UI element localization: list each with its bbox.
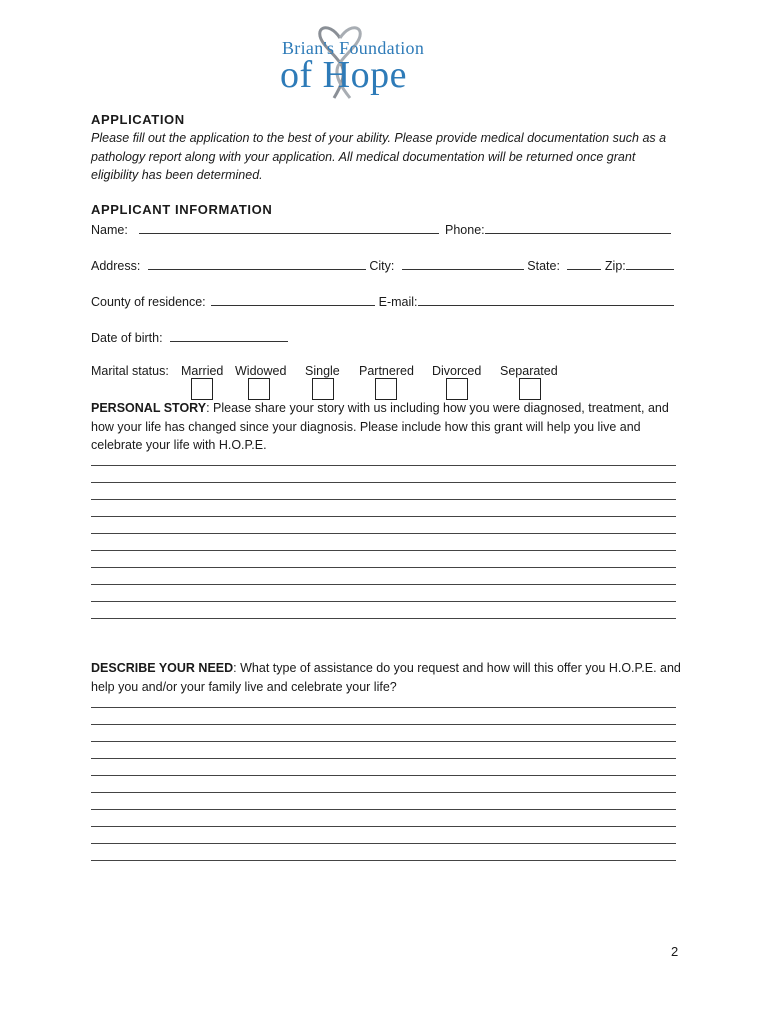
- writing-line[interactable]: [91, 601, 676, 602]
- writing-line[interactable]: [91, 550, 676, 551]
- phone-field: [445, 220, 671, 237]
- checkbox-divorced[interactable]: [446, 378, 468, 400]
- application-heading: APPLICATION: [91, 112, 185, 127]
- email-input-line[interactable]: [418, 292, 674, 306]
- phone-input-line[interactable]: [485, 220, 671, 234]
- marital-status-label: Marital status:: [91, 364, 169, 378]
- writing-line[interactable]: [91, 809, 676, 810]
- zip-input-line[interactable]: [626, 256, 674, 270]
- writing-line[interactable]: [91, 516, 676, 517]
- checkbox-partnered[interactable]: [375, 378, 397, 400]
- marital-option-widowed: Widowed: [235, 364, 287, 378]
- checkbox-separated[interactable]: [519, 378, 541, 400]
- writing-line[interactable]: [91, 758, 676, 759]
- state-input-line[interactable]: [567, 256, 601, 270]
- writing-line[interactable]: [91, 792, 676, 793]
- applicant-info-heading: APPLICANT INFORMATION: [91, 202, 273, 217]
- marital-option-partnered: Partnered: [359, 364, 414, 378]
- name-field: [91, 220, 439, 237]
- writing-line[interactable]: [91, 584, 676, 585]
- writing-line[interactable]: [91, 465, 676, 466]
- county-label: County of residence:: [91, 295, 206, 309]
- personal-story-prompt: [91, 399, 681, 455]
- dob-label: Date of birth:: [91, 331, 163, 345]
- describe-need-prompt: [91, 659, 681, 696]
- marital-option-divorced: Divorced: [432, 364, 482, 378]
- checkbox-married[interactable]: [191, 378, 213, 400]
- address-label: Address:: [91, 259, 141, 273]
- describe-need-heading: DESCRIBE YOUR NEED: [91, 661, 234, 675]
- county-email-field: [91, 292, 674, 309]
- logo-line2: of Hope: [280, 54, 407, 96]
- writing-line[interactable]: [91, 775, 676, 776]
- page-number: 2: [671, 944, 679, 959]
- describe-need-text: : What type of assistance do you request and how will this offer you H.O.P.E. and help you and/or your family live and celebrate your life?: [91, 661, 681, 694]
- writing-line[interactable]: [91, 482, 676, 483]
- dob-field: [91, 328, 288, 345]
- writing-line[interactable]: [91, 707, 676, 708]
- writing-line[interactable]: [91, 724, 676, 725]
- checkbox-single[interactable]: [312, 378, 334, 400]
- foundation-logo: [270, 18, 470, 100]
- address-input-line[interactable]: [148, 256, 366, 270]
- writing-line[interactable]: [91, 499, 676, 500]
- logo-line1: Brian's Foundation: [282, 38, 425, 58]
- writing-line[interactable]: [91, 741, 676, 742]
- writing-line[interactable]: [91, 533, 676, 534]
- personal-story-text: : Please share your story with us including how you were diagnosed, treatment, and how your life has changed since your diagnosis. Please include how this grant will help you live and celebrate your life with H.O.P.E.: [91, 401, 669, 452]
- city-label: City:: [369, 259, 395, 273]
- city-input-line[interactable]: [402, 256, 524, 270]
- email-label: E-mail:: [378, 295, 418, 309]
- state-label: State:: [527, 259, 560, 273]
- county-input-line[interactable]: [211, 292, 375, 306]
- zip-label: Zip:: [604, 259, 626, 273]
- writing-line[interactable]: [91, 567, 676, 568]
- personal-story-heading: PERSONAL STORY: [91, 401, 207, 415]
- name-input-line[interactable]: [139, 220, 439, 234]
- dob-input-line[interactable]: [170, 328, 288, 342]
- marital-option-single: Single: [305, 364, 340, 378]
- marital-option-married: Married: [181, 364, 224, 378]
- checkbox-widowed[interactable]: [248, 378, 270, 400]
- writing-line[interactable]: [91, 826, 676, 827]
- writing-line[interactable]: [91, 843, 676, 844]
- application-intro: Please fill out the application to the best of your ability. Please provide medical documentation such as a pathology report along with your application. All medical documentation will be returned once grant eligibility has been determined.: [91, 131, 667, 182]
- marital-option-separated: Separated: [500, 364, 558, 378]
- writing-line[interactable]: [91, 618, 676, 619]
- writing-line[interactable]: [91, 860, 676, 861]
- name-label: Name:: [91, 223, 128, 237]
- phone-label: Phone:: [445, 223, 485, 237]
- address-field: [91, 256, 674, 273]
